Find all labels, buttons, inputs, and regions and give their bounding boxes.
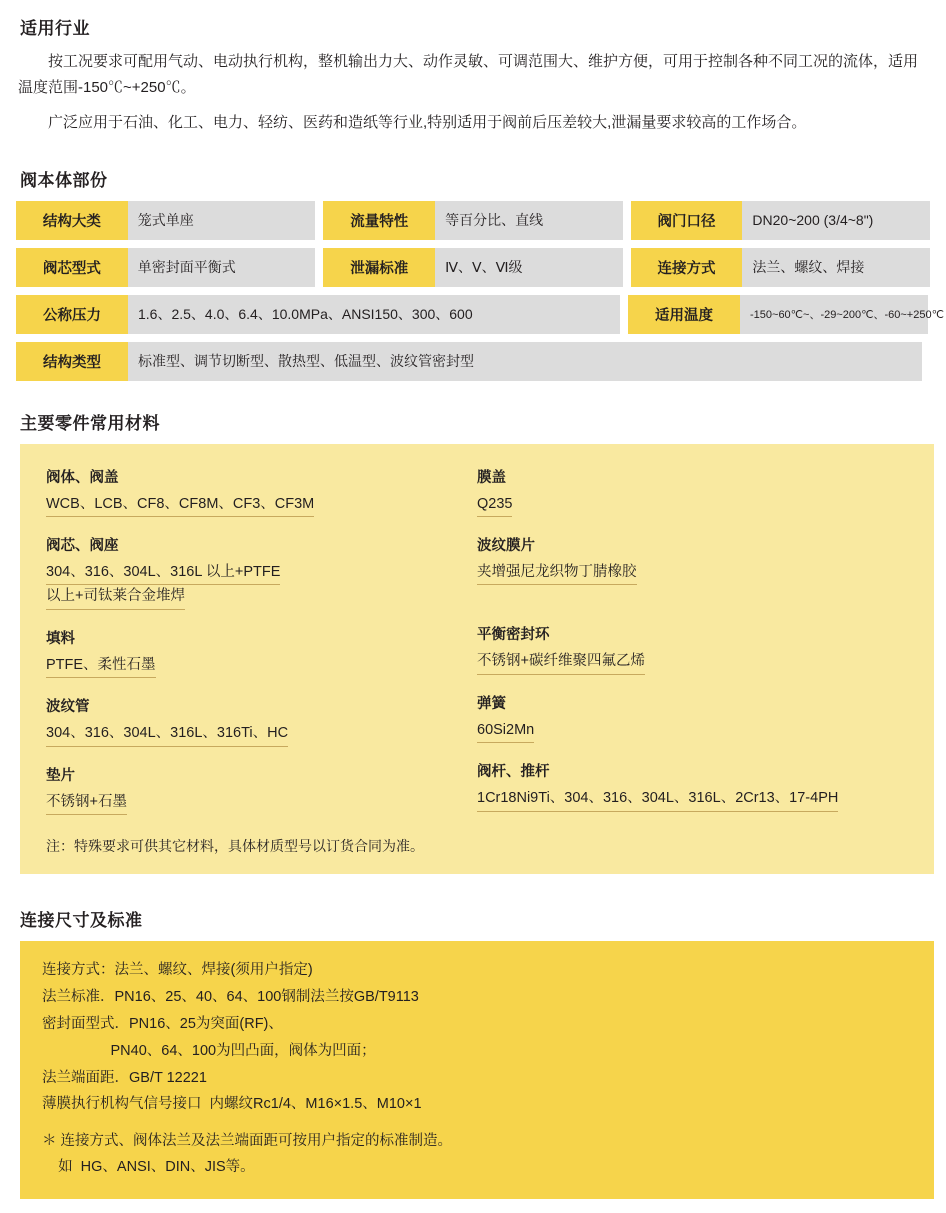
material-name: 阀杆、推杆: [477, 764, 550, 781]
spec-value: 1.6、2.5、4.0、6.4、10.0MPa、ANSI150、300、600: [128, 295, 620, 334]
material-value: 304、316、304L、316L、316Ti、HC: [46, 722, 288, 746]
material-item: [46, 627, 477, 678]
spacer: [16, 146, 930, 160]
table-row: [16, 295, 944, 334]
spec-value: 等百分比、直线: [435, 201, 623, 240]
spec-value: DN20~200 (3/4~8"): [742, 201, 930, 240]
spec-label: 连接方式: [631, 248, 743, 287]
spec-label: 泄漏标准: [323, 248, 435, 287]
material-value: 夹增强尼龙织物丁腈橡胶: [477, 561, 637, 585]
material-value: 60Si2Mn: [477, 719, 534, 743]
spec-label: 结构大类: [16, 201, 128, 240]
cell-gap: [623, 248, 631, 287]
spec-label: 阀门口径: [631, 201, 743, 240]
material-item: [46, 534, 477, 610]
connection-line: 密封面型式．PN16、25为突面(RF)、: [42, 1015, 283, 1032]
industry-paragraph-2: 广泛应用于石油、化工、电力、轻纺、医药和造纸等行业,特别适用于阀前后压差较大,泄漏量要求较高的工作场合。: [48, 114, 807, 131]
material-name: 阀体、阀盖: [46, 469, 119, 486]
cell-gap: [623, 201, 631, 240]
material-item: [477, 623, 908, 674]
section-title-materials: 主要零件常用材料: [20, 413, 160, 433]
material-name: 平衡密封环: [477, 627, 550, 644]
section-title-valve-body: 阀本体部份: [20, 170, 108, 190]
material-value: 304、316、304L、316L 以上+PTFE: [46, 561, 280, 585]
materials-panel: [20, 444, 934, 875]
material-value: WCB、LCB、CF8、CF8M、CF3、CF3M: [46, 493, 314, 517]
material-item: [46, 695, 477, 746]
spacer: [16, 389, 930, 403]
material-item: [477, 466, 908, 517]
spec-value: 标准型、调节切断型、散热型、低温型、波纹管密封型: [128, 342, 922, 381]
materials-column-right: [477, 466, 908, 833]
materials-note: 注：特殊要求可供其它材料，具体材质型号以订货合同为准。: [46, 838, 424, 855]
connection-line: PN40、64、100为凹凸面，阀体为凹面；: [42, 1042, 376, 1059]
spec-value: -150~60℃~、-29~200℃、-60~+250℃: [740, 295, 928, 334]
connection-note-line: 如 HG、ANSI、DIN、JIS等。: [42, 1159, 255, 1176]
connection-line: 法兰标准．PN16、25、40、64、100钢制法兰按GB/T9113: [42, 989, 419, 1006]
connection-line: 法兰端面距．GB/T 12221: [42, 1069, 207, 1086]
connection-note-line: ＊ 连接方式、阀体法兰及法兰端面距可按用户指定的标准制造。: [42, 1133, 453, 1150]
table-row: [16, 342, 930, 381]
table-row: [16, 248, 930, 287]
section-title-connection: 连接尺寸及标准: [20, 911, 143, 931]
material-name: 阀芯、阀座: [46, 537, 119, 554]
spec-label: 流量特性: [323, 201, 435, 240]
spec-label: 适用温度: [628, 295, 740, 334]
material-value: PTFE、柔性石墨: [46, 654, 156, 678]
material-name: 垫片: [46, 767, 75, 784]
material-value: 不锈钢+石墨: [46, 791, 127, 815]
connection-panel: [20, 941, 934, 1199]
material-value: 以上+司钛莱合金堆焊: [46, 585, 185, 609]
materials-grid: [46, 466, 908, 833]
material-item: [46, 764, 477, 815]
valve-body-spec-table: [16, 201, 944, 381]
spec-value: 单密封面平衡式: [128, 248, 316, 287]
material-name: 填料: [46, 630, 75, 647]
spec-label: 公称压力: [16, 295, 128, 334]
spec-label: 结构类型: [16, 342, 128, 381]
spec-value: Ⅳ、Ⅴ、Ⅵ级: [435, 248, 623, 287]
material-name: 波纹膜片: [477, 537, 535, 554]
spacer: [16, 874, 930, 900]
connection-line: 薄膜执行机构气信号接口 内螺纹Rc1/4、M16×1.5、M10×1: [42, 1096, 422, 1113]
industry-paragraph-1: 按工况要求可配用气动、电动执行机构，整机输出力大、动作灵敏、可调范围大、维护方便，可用于控制各种不同工况的流体，适用温度范围-150℃~+250℃。: [18, 53, 919, 96]
materials-column-left: [46, 466, 477, 833]
cell-gap: [620, 295, 628, 334]
material-value: 1Cr18Ni9Ti、304、316、304L、316L、2Cr13、17-4PH: [477, 787, 838, 811]
material-item: [477, 760, 908, 811]
material-name: 波纹管: [46, 699, 90, 716]
section-title-industry: 适用行业: [20, 19, 90, 38]
material-item: [477, 534, 908, 585]
spec-value: 法兰、螺纹、焊接: [742, 248, 930, 287]
material-item: [477, 692, 908, 743]
material-name: 膜盖: [477, 469, 506, 486]
connection-line: 连接方式：法兰、螺纹、焊接(须用户指定): [42, 962, 313, 979]
material-name: 弹簧: [477, 695, 506, 712]
cell-gap: [315, 201, 323, 240]
table-row: [16, 201, 930, 240]
spec-value: 笼式单座: [128, 201, 316, 240]
cell-gap: [315, 248, 323, 287]
spec-label: 阀芯型式: [16, 248, 128, 287]
material-value: 不锈钢+碳纤维聚四氟乙烯: [477, 650, 645, 674]
material-item: [46, 466, 477, 517]
material-value: Q235: [477, 493, 512, 517]
